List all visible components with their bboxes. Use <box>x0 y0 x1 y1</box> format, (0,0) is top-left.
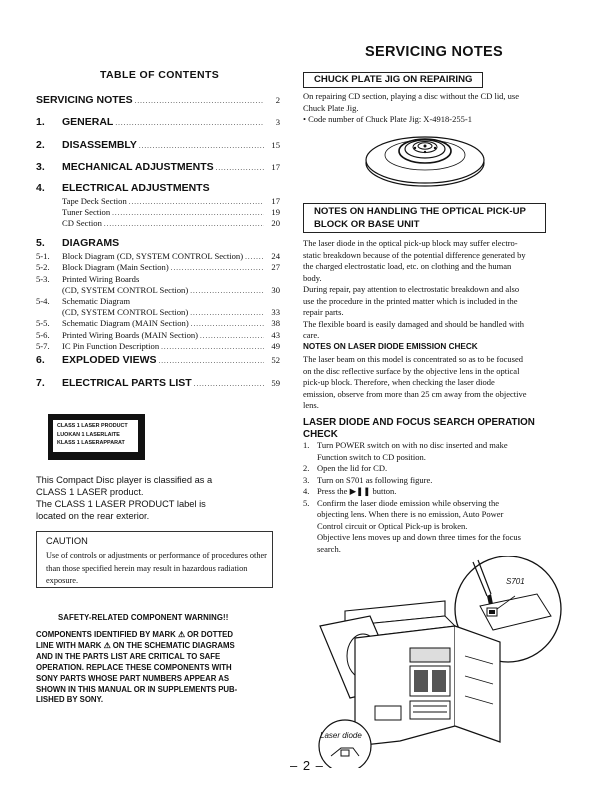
text-line: care. <box>303 330 320 340</box>
toc-entry <box>36 161 280 173</box>
page-number: – 2 – <box>290 758 324 773</box>
toc-entry <box>36 196 280 206</box>
text-line: This Compact Disc player is classified as a <box>36 475 213 485</box>
toc-entry-label: ELECTRICAL PARTS LIST <box>62 377 192 389</box>
toc-leader-dots <box>191 320 264 328</box>
step-number: 1. <box>303 440 310 450</box>
safety-line: LINE WITH MARK ⚠ ON THE SCHEMATIC DIAGRAMS <box>36 640 235 650</box>
toc-entry-page: 38 <box>271 318 280 328</box>
toc-entry <box>36 307 280 317</box>
focus-search-heading <box>303 417 535 441</box>
toc-entry-number: 2. <box>36 139 45 151</box>
heading-line: LASER DIODE AND FOCUS SEARCH OPERATION <box>303 417 535 428</box>
toc-entry-number: 7. <box>36 377 45 389</box>
toc-entry-label: Schematic Diagram (MAIN Section) <box>62 318 189 328</box>
toc-entry-number: 5. <box>36 237 45 249</box>
optical-pickup-text <box>303 238 553 342</box>
safety-line: SHOWN IN THIS MANUAL OR IN SUPPLEMENTS PUB- <box>36 684 238 694</box>
toc-leader-dots <box>171 264 264 272</box>
step-item <box>303 463 543 475</box>
laser-class-statement <box>36 474 276 522</box>
step-number: 2. <box>303 463 310 473</box>
text-line: Control circuit or Optical Pick-up is broken. <box>317 520 468 531</box>
step-item <box>303 498 543 556</box>
heading-line: BLOCK OR BASE UNIT <box>314 218 420 230</box>
text-line: Press the ▶❚❚ button. <box>317 486 397 496</box>
step-number: 4. <box>303 486 310 496</box>
text-line: the charged electrostatic load, etc. on clothing and the human <box>303 261 512 271</box>
toc-entry-label: Schematic Diagram <box>62 296 131 306</box>
toc-entry-page: 33 <box>271 307 280 317</box>
toc-entry <box>36 377 280 389</box>
text-line: Function switch to CD position. <box>317 451 426 462</box>
text-line: use the procedure in the printed matter which is included in the <box>303 295 518 306</box>
text-line: body. <box>303 272 322 283</box>
safety-line: LISHED BY SONY. <box>36 695 104 705</box>
laser-diode-label: Laser diode <box>320 731 362 740</box>
toc-entry <box>36 207 280 217</box>
text-line: repair parts. <box>303 307 344 317</box>
toc-entry-label: IC Pin Function Description <box>62 341 160 351</box>
chuck-plate-jig-illustration <box>363 125 487 189</box>
text-line: lens. <box>303 400 319 410</box>
toc-entry-page: 3 <box>275 117 280 127</box>
step-item <box>303 440 543 463</box>
toc-entry <box>36 318 280 328</box>
toc-entry <box>36 354 280 366</box>
toc-entry-label: DISASSEMBLY <box>62 139 137 151</box>
text-line: The CLASS 1 LASER PRODUCT label is <box>36 499 206 509</box>
toc-entry-page: 15 <box>271 140 280 150</box>
toc-entry <box>36 94 280 106</box>
optical-pickup-heading <box>303 203 546 233</box>
text-line: static breakdown because of the potential difference generated by <box>303 249 526 260</box>
step-item <box>303 486 543 498</box>
safety-line: SONY PARTS WHOSE PART NUMBERS APPEAR AS <box>36 673 230 683</box>
safety-line: OPERATION. REPLACE THESE COMPONENTS WITH <box>36 662 232 672</box>
toc-leader-dots <box>190 309 264 317</box>
toc-entry-label: GENERAL <box>62 116 114 128</box>
toc-entry <box>36 116 280 128</box>
toc-entry <box>36 139 280 151</box>
toc-entry-label: Block Diagram (CD, SYSTEM CONTROL Section) <box>62 251 244 261</box>
step-number: 3. <box>303 474 310 485</box>
toc-entry-page: 27 <box>271 262 280 272</box>
toc-entry-number: 5-6. <box>36 330 50 340</box>
toc-leader-dots <box>159 357 264 365</box>
laser-diode-callout <box>319 720 371 768</box>
toc-entry-label: ELECTRICAL ADJUSTMENTS <box>62 182 210 194</box>
focus-search-steps <box>303 440 543 555</box>
text-line: The laser beam on this model is concentrated so as to be focused <box>303 354 523 364</box>
toc-leader-dots <box>245 253 264 261</box>
laser-label-line: CLASS 1 LASER PRODUCT <box>57 423 128 429</box>
toc-entry-number: 5-1. <box>36 251 50 261</box>
toc-entry-label: Tuner Section <box>62 207 111 217</box>
step-text <box>317 498 521 556</box>
toc-entry-number: 5-5. <box>36 318 50 328</box>
toc-leader-dots <box>112 209 264 217</box>
toc-entry-number: 4. <box>36 182 45 194</box>
toc-entry-page: 59 <box>271 378 280 388</box>
text-line: During repair, pay attention to electrostatic breakdown and also <box>303 284 520 294</box>
toc-entry-label: EXPLODED VIEWS <box>62 354 157 366</box>
step-number: 5. <box>303 497 310 508</box>
laser-label-line: KLASS 1 LASERAPPARAT <box>57 440 125 446</box>
servicing-notes-title: SERVICING NOTES <box>365 44 503 60</box>
safety-line: COMPONENTS IDENTIFIED BY MARK ⚠ OR DOTTED <box>36 630 234 639</box>
step-item <box>303 475 543 487</box>
text-line: CLASS 1 LASER product. <box>36 487 144 497</box>
toc-leader-dots <box>129 198 264 206</box>
toc-entry-label: (CD, SYSTEM CONTROL Section) <box>62 285 189 295</box>
text-line: on the disc reflective surface by the objective lens in the optical <box>303 365 520 376</box>
toc-entry-label: CD Section <box>62 218 102 228</box>
toc-entry-number: 3. <box>36 161 45 173</box>
text-line: search. <box>317 543 341 554</box>
toc-leader-dots <box>115 119 264 127</box>
toc-entry-page: 20 <box>271 218 280 228</box>
toc-entry-page: 2 <box>275 95 280 105</box>
text-line: emission, observe from more than 25 cm away from the objective <box>303 388 527 399</box>
toc-entry-label: DIAGRAMS <box>62 237 120 249</box>
emission-check-text <box>303 354 553 412</box>
toc-entry-number: 6. <box>36 354 45 366</box>
text-line: Turn on S701 as following figure. <box>317 474 433 485</box>
toc-entry-number: 5-7. <box>36 341 50 351</box>
toc-entry-label: MECHANICAL ADJUSTMENTS <box>62 161 214 173</box>
chuck-plate-text <box>303 91 553 126</box>
toc-entry <box>36 296 280 306</box>
toc-entry-page: 17 <box>271 196 280 206</box>
toc-entry-label: Block Diagram (Main Section) <box>62 262 169 272</box>
toc-entry-page: 17 <box>271 162 280 172</box>
toc-leader-dots <box>135 97 264 105</box>
text-line: The flexible board is easily damaged and should be handled with <box>303 318 524 329</box>
toc-entry-label: Printed Wiring Boards (MAIN Section) <box>62 330 199 340</box>
safety-warning-title: SAFETY-RELATED COMPONENT WARNING!! <box>58 613 229 622</box>
toc-entry <box>36 274 280 284</box>
text-line: Chuck Plate Jig. <box>303 102 359 113</box>
toc-entry-page: 52 <box>271 355 280 365</box>
toc-title: TABLE OF CONTENTS <box>100 69 220 81</box>
toc-entry <box>36 237 280 249</box>
text-line: pick-up block. Therefore, when checking the laser diode <box>303 377 495 387</box>
text-line: Open the lid for CD. <box>317 463 388 473</box>
toc-entry <box>36 251 280 261</box>
text-line: objecting lens. When there is no emission, Auto Power <box>317 509 504 519</box>
caution-box <box>36 531 273 588</box>
emission-check-heading: NOTES ON LASER DIODE EMISSION CHECK <box>303 342 478 351</box>
caution-body: Use of controls or adjustments or performance of procedures other than those specified herein may result in hazardous radiation exposure. <box>46 551 267 585</box>
step-text <box>317 463 387 475</box>
toc-entry-label: Tape Deck Section <box>62 196 127 206</box>
step-text <box>317 440 508 463</box>
step-text <box>317 486 396 498</box>
text-line: On repairing CD section, playing a disc without the CD lid, use <box>303 91 520 101</box>
toc-entry-page: 24 <box>271 251 280 261</box>
step-text <box>317 475 432 487</box>
text-line: Confirm the laser diode emission while observing the <box>317 497 500 508</box>
heading-line: CHECK <box>303 429 338 440</box>
safety-line: AND IN THE PARTS LIST ARE CRITICAL TO SAFE <box>36 651 221 661</box>
toc-entry <box>36 218 280 228</box>
toc-leader-dots <box>190 287 264 295</box>
toc-entry-number: 1. <box>36 116 45 128</box>
text-line: located on the rear exterior. <box>36 511 150 521</box>
toc-leader-dots <box>104 220 264 228</box>
toc-entry <box>36 330 280 340</box>
text-line: Turn POWER switch on with no disc inserted and make <box>317 440 508 450</box>
text-line: The laser diode in the optical pick-up block may suffer electro- <box>303 238 518 248</box>
text-line: Objective lens moves up and down three times for the focus <box>317 532 521 542</box>
toc-entry <box>36 262 280 272</box>
toc-entry-label: SERVICING NOTES <box>36 94 133 106</box>
toc-leader-dots <box>194 380 264 388</box>
toc-leader-dots <box>216 164 264 172</box>
toc-entry-page: 30 <box>271 285 280 295</box>
toc-entry-label: (CD, SYSTEM CONTROL Section) <box>62 307 189 317</box>
toc-entry <box>36 182 280 194</box>
switch-label: S701 <box>506 577 525 586</box>
toc-entry <box>36 285 280 295</box>
caution-title: CAUTION <box>46 536 88 546</box>
laser-product-label <box>48 414 145 460</box>
safety-warning-body <box>36 630 266 706</box>
toc-entry <box>36 341 280 351</box>
toc-entry-number: 5-4. <box>36 296 50 306</box>
toc-entry-number: 5-2. <box>36 262 50 272</box>
toc-leader-dots <box>139 142 264 150</box>
text-line: • Code number of Chuck Plate Jig: X-4918-255-1 <box>303 114 472 124</box>
laser-label-line: LUOKAN 1 LASERLAITE <box>57 431 120 438</box>
toc-entry-page: 43 <box>271 330 280 340</box>
toc-entry-page: 19 <box>271 207 280 217</box>
cd-unit-illustration <box>315 556 585 768</box>
toc-entry-label: Printed Wiring Boards <box>62 274 140 284</box>
toc-entry-number: 5-3. <box>36 274 50 284</box>
toc-leader-dots <box>200 332 264 340</box>
toc-leader-dots <box>161 343 264 351</box>
toc-entry-page: 49 <box>271 341 280 351</box>
chuck-plate-heading: CHUCK PLATE JIG ON REPAIRING <box>303 72 483 88</box>
heading-line: NOTES ON HANDLING THE OPTICAL PICK-UP <box>314 206 526 217</box>
